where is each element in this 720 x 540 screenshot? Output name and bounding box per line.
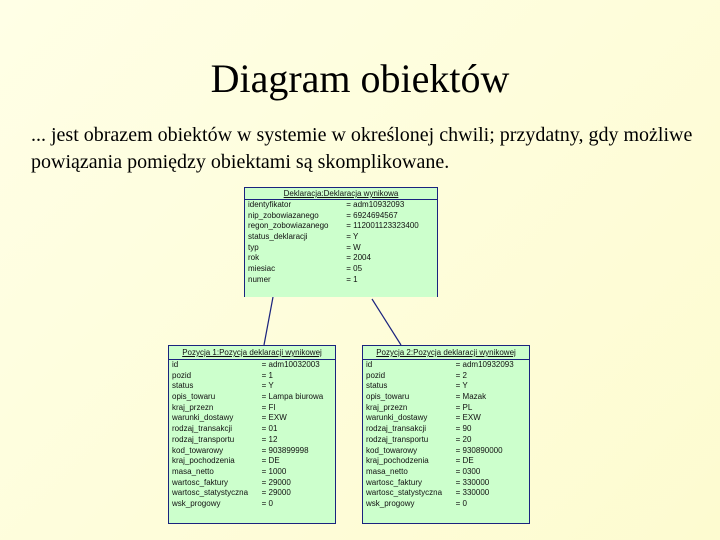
attribute-name: nip_zobowiazanego <box>248 210 319 220</box>
attribute-row <box>169 371 335 382</box>
attribute-row <box>169 413 335 424</box>
attribute-row <box>363 435 529 446</box>
attribute-value: = Mazak <box>455 392 487 402</box>
attribute-row <box>363 456 529 467</box>
link-line-1 <box>264 297 273 345</box>
attribute-value: = 0 <box>261 498 273 508</box>
slide-title: Diagram obiektów <box>210 56 510 101</box>
attribute-row <box>245 232 437 243</box>
attribute-value: = Lampa biurowa <box>261 392 324 402</box>
attribute-row <box>169 478 335 489</box>
attribute-row <box>363 381 529 392</box>
attribute-value: = 330000 <box>455 488 490 498</box>
attribute-value: = 12 <box>261 434 278 444</box>
attribute-value: = Y <box>261 381 274 391</box>
attribute-name: kraj_przezn <box>172 402 214 412</box>
attribute-name: miesiac <box>248 264 276 274</box>
object-header: Pozycja 1:Pozycja deklaracji wynikowej <box>169 346 335 360</box>
attribute-name: rodzaj_transportu <box>172 434 235 444</box>
attribute-row <box>169 360 335 371</box>
attribute-value: = 6924694567 <box>346 210 398 220</box>
attribute-row <box>169 381 335 392</box>
attribute-name: id <box>366 360 373 369</box>
attribute-name: typ <box>248 242 259 252</box>
attribute-row <box>169 488 335 499</box>
slide-text: ... jest obrazem obiektów w systemie w określonej chwili; przydatny, gdy możliwe powiązania pomiędzy obiektami są skomplikowane. <box>31 124 693 173</box>
attribute-name: rodzaj_transakcji <box>172 424 233 434</box>
attribute-name: kod_towarowy <box>172 445 224 455</box>
attribute-row <box>363 392 529 403</box>
attribute-value: = 1000 <box>261 466 287 476</box>
object-header: Pozycja 2:Pozycja deklaracji wynikowej <box>363 346 529 360</box>
attribute-value: = 903899998 <box>261 445 309 455</box>
attribute-row <box>363 413 529 424</box>
attribute-row <box>245 200 437 211</box>
attribute-row <box>169 435 335 446</box>
attribute-value: = EXW <box>261 413 287 423</box>
attribute-name: regon_zobowiazanego <box>248 221 329 231</box>
attribute-name: id <box>172 360 179 369</box>
attribute-value: = 29000 <box>261 477 291 487</box>
attribute-row <box>363 360 529 371</box>
attribute-value: = W <box>346 242 361 252</box>
attribute-row <box>169 403 335 414</box>
attribute-row <box>363 488 529 499</box>
object-header: Deklaracja:Deklaracja wynikowa <box>245 188 437 200</box>
object-deklaracja <box>244 187 438 297</box>
attribute-value: = 1 <box>346 274 358 284</box>
attribute-name: numer <box>248 274 271 284</box>
attribute-value: = 0 <box>455 498 467 508</box>
attribute-value: = 330000 <box>455 477 490 487</box>
attribute-value: = EXW <box>455 413 481 423</box>
attribute-value: = 90 <box>455 424 472 434</box>
attribute-value: = 01 <box>261 424 278 434</box>
attribute-name: wartosc_faktury <box>366 477 423 487</box>
attribute-value: = 2 <box>455 370 467 380</box>
attribute-value: = adm10932093 <box>455 360 514 369</box>
attribute-row <box>169 456 335 467</box>
attribute-name: warunki_dostawy <box>366 413 428 423</box>
attribute-value: = PL <box>455 402 473 412</box>
attribute-name: opis_towaru <box>366 392 410 402</box>
attribute-value: = 0300 <box>455 466 481 476</box>
attribute-name: warunki_dostawy <box>172 413 234 423</box>
attribute-name: kraj_pochodzenia <box>366 456 429 466</box>
attribute-row <box>363 446 529 457</box>
attribute-name: wartosc_faktury <box>172 477 229 487</box>
attribute-row <box>363 467 529 478</box>
attribute-value: = 2004 <box>346 253 371 263</box>
attribute-row <box>363 371 529 382</box>
attribute-value: = adm10932093 <box>346 200 405 209</box>
attribute-name: status_deklaracji <box>248 232 308 242</box>
attribute-name: rodzaj_transportu <box>366 434 429 444</box>
attribute-value: = adm10032003 <box>261 360 320 369</box>
object-pozycja-1 <box>168 345 336 524</box>
attribute-name: pozid <box>366 370 386 380</box>
attribute-value: = DE <box>455 456 474 466</box>
attribute-value: = 29000 <box>261 488 291 498</box>
attribute-name: masa_netto <box>366 466 408 476</box>
attribute-row <box>169 446 335 457</box>
attribute-name: status <box>172 381 194 391</box>
attribute-name: opis_towaru <box>172 392 216 402</box>
attribute-name: pozid <box>172 370 192 380</box>
attribute-row <box>169 467 335 478</box>
attribute-value: = DE <box>261 456 280 466</box>
attribute-value: = 112001123323400 <box>346 221 419 231</box>
link-line-2 <box>372 299 401 345</box>
attribute-row <box>363 403 529 414</box>
attribute-value: = FI <box>261 402 276 412</box>
attribute-name: wartosc_statystyczna <box>172 488 249 498</box>
attribute-name: rodzaj_transakcji <box>366 424 427 434</box>
attribute-row <box>245 253 437 264</box>
attribute-name: kraj_pochodzenia <box>172 456 235 466</box>
attribute-row <box>245 221 437 232</box>
attribute-row <box>363 499 529 510</box>
attribute-name: rok <box>248 253 260 263</box>
attribute-name: kraj_przezn <box>366 402 408 412</box>
attribute-value: = Y <box>346 232 359 242</box>
attribute-value: = Y <box>455 381 468 391</box>
attribute-row <box>169 499 335 510</box>
attribute-row <box>245 243 437 254</box>
attribute-name: kod_towarowy <box>366 445 418 455</box>
attribute-name: identyfikator <box>248 200 292 209</box>
attribute-name: wsk_progowy <box>366 498 415 508</box>
attribute-row <box>245 211 437 222</box>
attribute-value: = 1 <box>261 370 273 380</box>
attribute-value: = 930890000 <box>455 445 503 455</box>
attribute-row <box>363 424 529 435</box>
attribute-name: status <box>366 381 388 391</box>
attribute-row <box>245 264 437 275</box>
attribute-name: wsk_progowy <box>172 498 221 508</box>
attribute-row <box>169 392 335 403</box>
attribute-row <box>169 424 335 435</box>
attribute-row <box>363 478 529 489</box>
attribute-value: = 20 <box>455 434 472 444</box>
attribute-value: = 05 <box>346 264 363 274</box>
attribute-name: wartosc_statystyczna <box>366 488 443 498</box>
attribute-row <box>245 275 437 286</box>
attribute-name: masa_netto <box>172 466 214 476</box>
object-pozycja-2 <box>362 345 530 524</box>
